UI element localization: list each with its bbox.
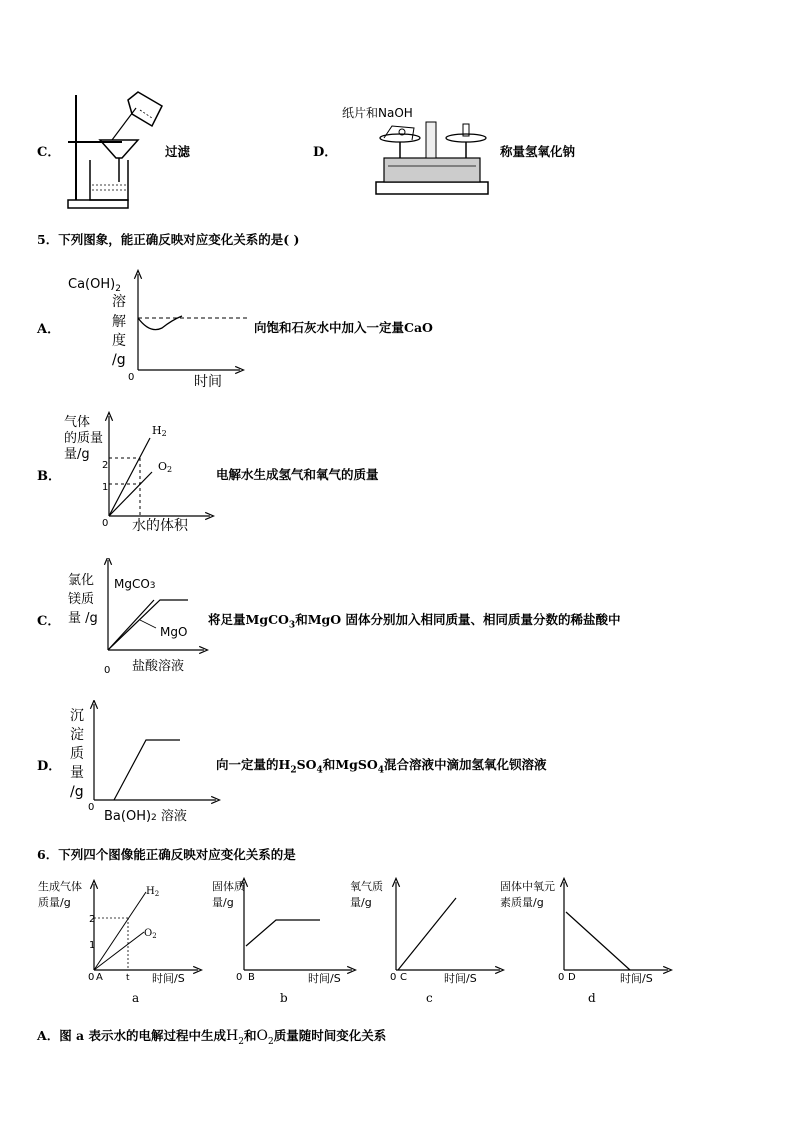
option-letter-c: C．: [37, 145, 61, 160]
y-label-line: 氧气质: [350, 880, 383, 893]
tick-2: 2: [89, 914, 96, 925]
origin-label: 0: [102, 518, 109, 529]
solid-mass-series: [246, 920, 320, 946]
y-label-char: /g: [70, 784, 84, 800]
q5-option-a-text: 向饱和石灰水中加入一定量CaO: [254, 320, 433, 335]
question-5-title: 5．下列图象，能正确反映对应变化关系的是( ): [37, 232, 300, 247]
y-label-char: /g: [112, 352, 126, 368]
q6-graph-c: [346, 874, 506, 1009]
y-label-line: 量/g: [212, 896, 234, 909]
x-axis-label: Ba(OH)2 溶液: [104, 809, 187, 824]
corner-letter: C: [400, 972, 407, 983]
series-mgco3-label: MgCO3: [114, 577, 156, 591]
q6-option-a-text-1: 图 a 表示水的电解过程中生成: [59, 1028, 227, 1043]
t-mark: t: [126, 973, 130, 983]
y-label-char: 度: [112, 333, 126, 349]
q5-option-c-text: 将足量MgCO$_3$和MgO 固体分别加入相同质量、相同质量分数的稀盐酸中: [208, 612, 621, 631]
y-label-char: 沉: [70, 708, 84, 724]
y-label-line: 素质量/g: [500, 896, 544, 909]
origin-label: 0: [88, 802, 95, 813]
graph-caption: d: [588, 991, 596, 1005]
series-o2: [109, 472, 152, 516]
q6-option-a: A．图 a 表示水的电解过程中生成$H_2$和$O_2$质量随时间变化关系: [37, 1028, 387, 1047]
y-label-line: 量 /g: [68, 611, 98, 626]
o2-label: $O_2$: [144, 928, 157, 940]
tick-1: 1: [102, 482, 109, 493]
origin-label: 0: [128, 372, 135, 383]
series-mgo-label: MgO: [160, 625, 188, 639]
y-label-line: 气体: [64, 415, 91, 430]
tick-2: 2: [102, 460, 109, 471]
o2-label: O2: [158, 460, 173, 474]
y-label-line: 质量/g: [38, 896, 71, 909]
h2-label: H2: [152, 424, 167, 438]
y-label-char: 量: [70, 765, 84, 781]
q6-graph-b: [204, 874, 364, 1009]
q5-option-b-text: 电解水生成氢气和氧气的质量: [216, 467, 379, 482]
origin-label: 0: [88, 972, 95, 983]
q6-graph-d: [496, 874, 676, 1009]
o2-formula: $O_2$: [256, 1028, 274, 1047]
y-label-line: 量/g: [64, 447, 90, 462]
filtration-apparatus-icon: [62, 90, 172, 212]
y-label-char: 质: [70, 746, 84, 762]
x-axis-label: 时间/S: [152, 972, 185, 985]
origin-label: 0: [558, 972, 565, 983]
balance-scale-icon: [366, 118, 494, 198]
q5-option-d-letter: D．: [37, 759, 62, 774]
corner-letter: A: [96, 972, 103, 983]
y-label-line: 的质量: [64, 431, 104, 446]
series-o2: [94, 932, 144, 970]
series-h2: [109, 438, 150, 516]
origin-label: 0: [104, 665, 111, 676]
y-label-line: 固体中氧元: [500, 880, 555, 893]
y-label-line: 氯化: [68, 573, 95, 588]
origin-label: 0: [236, 972, 243, 983]
corner-letter: D: [568, 972, 576, 983]
option-d-text: 称量氢氧化钠: [500, 144, 576, 159]
q5-graph-c: [62, 558, 212, 682]
balance-label: 纸片和NaOH: [342, 106, 413, 120]
x-axis-label: 时间: [194, 374, 222, 390]
y-label-line: 生成气体: [38, 880, 82, 893]
y-label-line: 固体质: [212, 880, 245, 893]
q5-option-b-letter: B．: [37, 469, 61, 484]
oxygen-element-series: [566, 912, 630, 970]
question-6-title: 6．下列四个图像能正确反映对应变化关系的是: [37, 847, 296, 862]
h2-formula: $H_2$: [226, 1028, 244, 1047]
y-label-char: 解: [112, 314, 126, 330]
x-axis-label: 水的体积: [132, 518, 188, 534]
series-mgo: [108, 600, 154, 650]
precipitate-series: [114, 740, 180, 800]
q6-option-a-letter: A．: [37, 1028, 60, 1043]
x-axis-label: 时间/S: [620, 972, 653, 985]
x-axis-label: 盐酸溶液: [132, 659, 185, 674]
tick-1: 1: [89, 940, 96, 951]
graph-caption: c: [426, 991, 433, 1005]
y-label-char: 溶: [112, 294, 126, 310]
graph-caption: a: [132, 991, 140, 1005]
q5-option-d-text: 向一定量的$H_2SO_4$和MgSO$_4$混合溶液中滴加氢氧化钡溶液: [216, 757, 547, 776]
y-label-line: 镁质: [68, 592, 95, 607]
q5-graph-a: [62, 266, 252, 396]
oxygen-mass-series: [398, 898, 456, 970]
y-label-char: 淀: [70, 727, 84, 743]
y-label-formula: $Ca(OH)_2$: [68, 277, 121, 294]
series-h2: [94, 892, 146, 970]
q5-graph-d: [62, 700, 222, 828]
corner-letter: B: [248, 972, 255, 983]
option-c-text: 过滤: [165, 144, 191, 159]
q6-graph-a: [34, 874, 204, 1009]
q5-graph-b: [60, 408, 230, 538]
x-axis-label: 时间/S: [308, 972, 341, 985]
q6-option-a-text-2: 质量随时间变化关系: [273, 1028, 387, 1043]
option-letter-d: D．: [313, 145, 338, 160]
h2-label: $H_2$: [146, 886, 160, 898]
origin-label: 0: [390, 972, 397, 983]
q5-option-a-letter: A．: [37, 322, 61, 337]
y-label-line: 量/g: [350, 896, 372, 909]
graph-caption: b: [280, 991, 288, 1005]
x-axis-label: 时间/S: [444, 972, 477, 985]
q5-option-c-letter: C．: [37, 614, 61, 629]
